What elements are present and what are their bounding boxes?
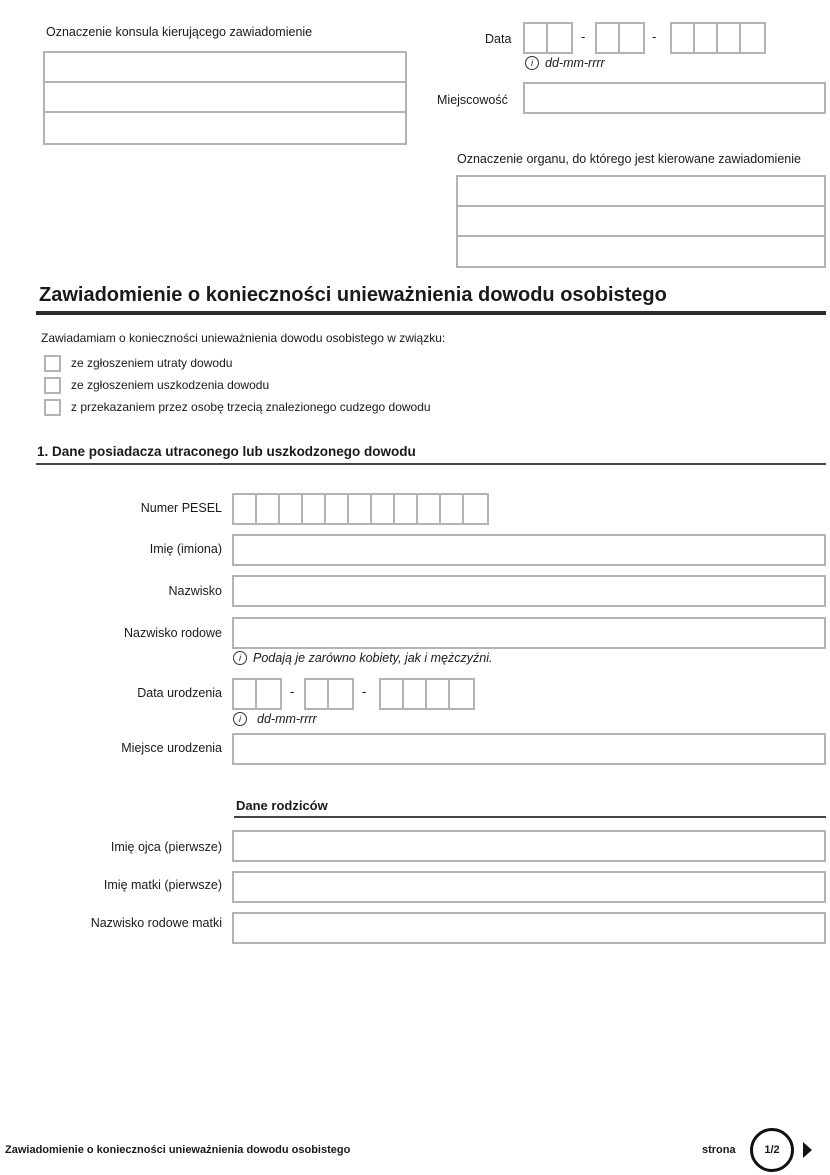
maiden-name-hint [233, 651, 492, 665]
first-name-label: Imię (imiona) [149, 542, 222, 556]
intro-text: Zawiadamiam o konieczności unieważnienia dowodu osobistego w związku: [41, 331, 446, 345]
section-1-heading: 1. Dane posiadacza utraconego lub uszkodzonego dowodu [37, 444, 416, 459]
parents-divider [234, 816, 826, 818]
maiden-name-label: Nazwisko rodowe [124, 626, 222, 640]
info-icon: i [233, 712, 247, 726]
option-checkbox-damage[interactable] [44, 377, 61, 394]
place-label: Miejscowość [437, 93, 508, 107]
page-title: Zawiadomienie o konieczności unieważnienia dowodu osobistego [39, 284, 667, 306]
footer-title: Zawiadomienie o konieczności unieważnienia dowodu osobistego [5, 1144, 351, 1156]
mother-name-label: Imię matki (pierwsze) [103, 878, 222, 892]
pesel-label: Numer PESEL [140, 501, 222, 515]
birth-date-label: Data urodzenia [137, 686, 222, 700]
parents-heading: Dane rodziców [236, 798, 328, 813]
surname-input[interactable] [232, 575, 826, 607]
birth-place-label: Miejsce urodzenia [121, 741, 222, 755]
page-indicator [750, 1128, 794, 1172]
birth-date-separator: - [290, 684, 295, 699]
father-name-input[interactable] [232, 830, 826, 862]
page-number: 1/2 [764, 1144, 780, 1156]
place-input[interactable] [523, 82, 826, 114]
first-name-input[interactable] [232, 534, 826, 566]
birth-date-hint [233, 712, 317, 726]
date-day-input[interactable] [523, 22, 573, 54]
date-separator: - [581, 29, 586, 44]
pesel-input[interactable] [232, 493, 489, 525]
birth-date-hint-text: dd-mm-rrrr [257, 712, 317, 726]
consul-field-line-2[interactable] [45, 83, 405, 113]
birth-date-year-input[interactable] [379, 678, 475, 710]
mother-name-input[interactable] [232, 871, 826, 903]
mother-maiden-label: Nazwisko rodowe matki [90, 916, 222, 930]
page-label: strona [702, 1144, 736, 1156]
authority-label: Oznaczenie organu, do którego jest kierowane zawiadomienie [457, 152, 801, 166]
date-year-input[interactable] [670, 22, 766, 54]
consul-label: Oznaczenie konsula kierującego zawiadomienie [46, 25, 313, 39]
info-icon: i [525, 56, 539, 70]
option-checkbox-found[interactable] [44, 399, 61, 416]
date-separator: - [652, 29, 657, 44]
section-1-divider [36, 463, 826, 465]
option-label-damage: ze zgłoszeniem uszkodzenia dowodu [71, 378, 270, 392]
authority-field-group [456, 175, 826, 268]
birth-date-month-input[interactable] [304, 678, 354, 710]
option-label-loss: ze zgłoszeniem utraty dowodu [71, 356, 233, 370]
date-format-text: dd-mm-rrrr [545, 56, 605, 70]
title-divider [36, 311, 826, 315]
authority-field-line-3[interactable] [458, 237, 824, 267]
father-name-label: Imię ojca (pierwsze) [110, 840, 222, 854]
mother-maiden-input[interactable] [232, 912, 826, 944]
consul-field-line-3[interactable] [45, 113, 405, 143]
next-page-icon[interactable] [803, 1142, 812, 1158]
date-label: Data [485, 32, 512, 46]
date-month-input[interactable] [595, 22, 645, 54]
option-label-found: z przekazaniem przez osobę trzecią znalezionego cudzego dowodu [71, 400, 431, 414]
maiden-name-hint-text: Podają je zarówno kobiety, jak i mężczyźni. [253, 651, 493, 665]
authority-field-line-2[interactable] [458, 207, 824, 237]
option-checkbox-loss[interactable] [44, 355, 61, 372]
birth-place-input[interactable] [232, 733, 826, 765]
birth-date-separator: - [362, 684, 367, 699]
authority-field-line-1[interactable] [458, 177, 824, 207]
date-format-hint [525, 56, 605, 70]
surname-label: Nazwisko [168, 584, 222, 598]
consul-field-group [43, 51, 407, 145]
consul-field-line-1[interactable] [45, 53, 405, 83]
maiden-name-input[interactable] [232, 617, 826, 649]
info-icon: i [233, 651, 247, 665]
birth-date-day-input[interactable] [232, 678, 282, 710]
